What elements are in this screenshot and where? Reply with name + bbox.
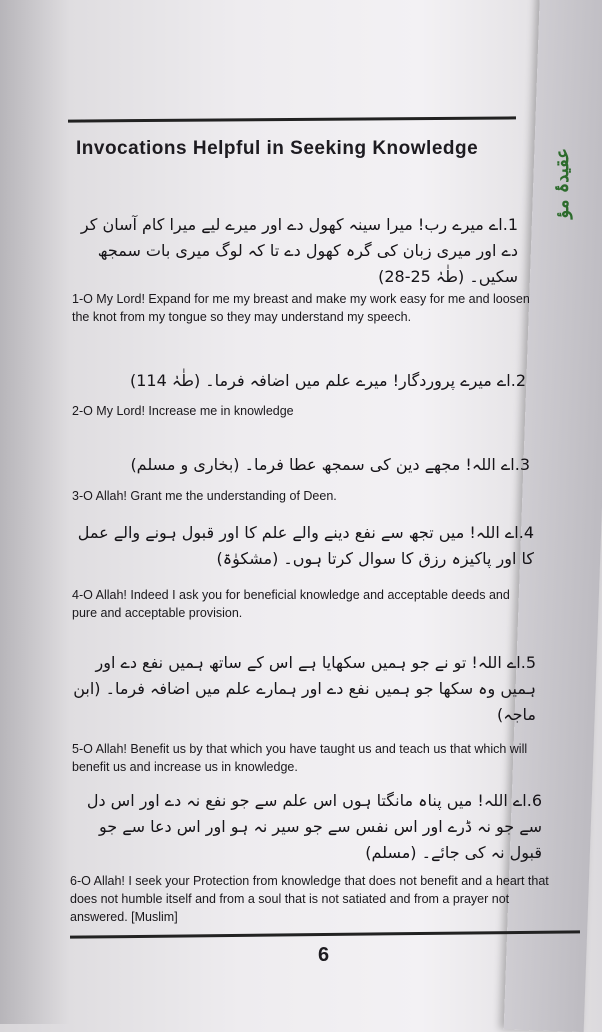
urdu-invocation-3: 3.اے اللہ! مجھے دین کی سمجھ عطا فرما۔ (بخاری و مسلم): [130, 455, 530, 474]
page-shadow: [0, 0, 70, 1024]
english-invocation-4: 4-O Allah! Indeed I ask you for beneficial knowledge and acceptable deeds and pure and acceptable provision.: [72, 588, 510, 620]
next-page-heading: عقیدۂ مؤ: [552, 148, 573, 219]
urdu-invocation-2: 2.اے میرے پروردگار! میرے علم میں اضافہ فرما۔ (طٰہٰ 114): [129, 371, 526, 390]
english-invocation-1: 1-O My Lord! Expand for me my breast and make my work easy for me and loosen the knot from my tongue so they may understand my speech.: [72, 292, 530, 324]
urdu-invocation-6: 6.اے اللہ! میں پناہ مانگتا ہوں اس علم سے جو نفع نہ دے اور اس دل سے جو نہ ڈرے اور اس نفس سے جو سیر نہ ہو اور اس دعا سے جو قبول نہ کی جائے۔ (مسلم): [86, 791, 542, 862]
urdu-invocation-1: 1.اے میرے رب! میرا سینہ کھول دے اور میرے لیے میرا کام آسان کر دے اور میری زبان کی گرہ کھول دے تا کہ لوگ میری بات سمجھ سکیں۔ (طٰہٰ 25-28): [80, 215, 518, 286]
english-invocation-2: 2-O My Lord! Increase me in knowledge: [72, 404, 294, 418]
page-number: 6: [318, 944, 330, 966]
english-invocation-6: 6-O Allah! I seek your Protection from knowledge that does not benefit and a heart that does not humble itself and from a soul that is not satiated and from a prayer not answered. [Muslim]: [70, 874, 549, 924]
footer-rule: [70, 930, 580, 938]
urdu-invocation-5: 5.اے اللہ! تو نے جو ہمیں سکھایا ہے اس کے ساتھ ہمیں نفع دے اور ہمیں وہ سکھا جو ہمیں نفع دے اور ہمارے علم میں اضافہ فرما۔ (ابن ماجہ): [73, 653, 536, 724]
english-invocation-3: 3-O Allah! Grant me the understanding of Deen.: [72, 489, 337, 503]
header-rule: [68, 116, 516, 122]
page-title: Invocations Helpful in Seeking Knowledge: [76, 138, 479, 159]
urdu-invocation-4: 4.اے اللہ! میں تجھ سے نفع دینے والے علم کا اور قبول ہونے والے عمل کا اور پاکیزہ رزق کا سوال کرتا ہوں۔ (مشکوٰۃ): [77, 523, 534, 568]
english-invocation-5: 5-O Allah! Benefit us by that which you have taught us and teach us that which will benefit us and increase us in knowledge.: [72, 742, 528, 774]
